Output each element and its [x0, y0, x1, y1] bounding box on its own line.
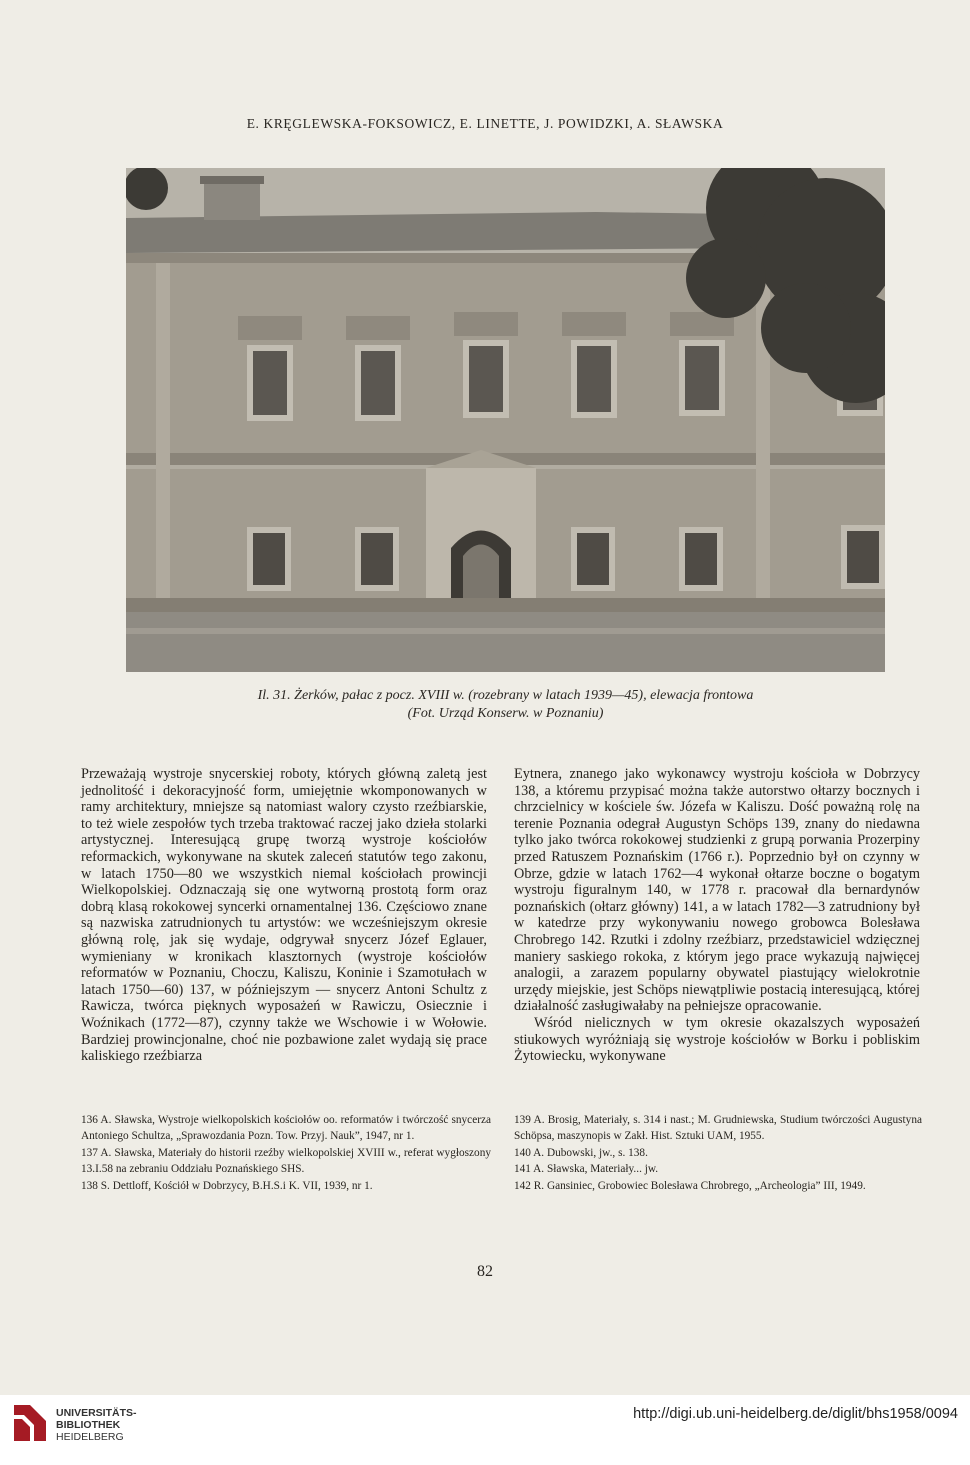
footnote-140: 140 A. Dubowski, jw., s. 138. — [514, 1146, 648, 1159]
source-url-link[interactable]: http://digi.ub.uni-heidelberg.de/diglit/bhs1958/0094 — [633, 1406, 958, 1422]
left-paragraph: Przeważają wystroje snycerskiej roboty, których główną zaletą jest jednolitość i dekoracyjność form, umiejętnie wkomponowanych w ramy architektury, mniejsze są natomiast walory czysto rzeźbiarskie, to też wiele zespołów tych trzeba traktować raczej jako dzieła stolarki artystycznej. Interesującą grupę tworzą wystroje kościołów reformackich, wykonywane na skutek zaleceń statutów tego zakonu, w latach 1750—80 we wszystkich niemal kościołach prowincji Wielkopolskiej. Odznaczają się one wytworną prostotą form oraz dobrą klasą rokokowej syncerki ornamentalnej 136. Częściowo znane są nazwiska zatrudnionych tu artystów: we wcześniejszym okresie główną rolę, jak się wydaje, odgrywał snycerz Józef Eglauer, wymieniany w kronikach klasztornych (wystroje kościołów reformatów w Poznaniu, Choczu, Kaliszu, Koninie i Szamotułach w latach 1750—60) 137, w późniejszym — snycerz Antoni Schultz z Rawicza, twórca pięknych wyposażeń w Rawiczu, Osiecznie i Woźnikach (1772—87), czynny także we Wschowie i w Wołowie. Bardziej prowincjonalne, choć nie pozbawione zalet wydają się prace kaliskiego rzeźbiarza — [81, 766, 487, 1065]
right-paragraph-1: Eytnera, znanego jako wykonawcy wystroju kościoła w Dobrzycy 138, a któremu przypisać można także autorstwo ołtarzy bocznych i chrzcielnicy w kościele św. Józefa w Kaliszu. Dość poważną rolę na terenie Poznania odegrał Augustyn Schöps 139, znany do niedawna tylko jako twórca rokokowej studzienki z grupą porwania Prozerpiny przed Ratuszem Poznańskim (1766 r.). Poprzednio był on czynny w Obrze, gdzie w latach 1762—4 wykonał ołtarze boczne o bogatym wystroju figuralnym 140, w 1778 r. pracował dla bernardynów poznańskich (ołtarz główny) 141, a w latach 1782—3 zatrudniony był w katedrze przy wykonywaniu nowego grobowca Bolesława Chrobrego 142. Rzutki i zdolny rzeźbiarz, przedstawiciel wdzięcznej maniery saskiego rokoka, z którym jego prace wykazują najwięcej analogii, a zarazem popularny obywatel piastujący wielokrotnie urzędy miejskie, jest Schöps niewątpliwie postacią interesującą, której działalność zasługiwałaby na pełniejsze opracowanie. — [514, 766, 920, 1015]
footnote-136: 136 A. Sławska, Wystroje wielkopolskich kościołów oo. reformatów i twórczość snycerza Antoniego Schultza, „Sprawozdania Pozn. Tow. Przyj. Nauk”, 1947, nr 1. — [81, 1114, 491, 1143]
footnotes-left — [81, 1112, 491, 1194]
footnote-139: 139 A. Brosig, Materiały, s. 314 i nast.; M. Grudniewska, Studium twórczości Augustyna Schöpsa, maszynopis w Zakł. Hist. Sztuki UAM, 1955. — [514, 1114, 922, 1143]
footnote-138: 138 S. Dettloff, Kościół w Dobrzycy, B.H.S.i K. VII, 1939, nr 1. — [81, 1179, 373, 1192]
library-name — [56, 1407, 137, 1443]
footnotes-right — [514, 1112, 922, 1194]
building-photo — [126, 168, 885, 672]
right-paragraph-2: Wśród nielicznych w tym okresie okazalszych wyposażeń stiukowych wyróżniają się wystroje kościołów w Borku i pobliskim Żytowiecku, wykonywane — [514, 1014, 920, 1065]
footnote-141: 141 A. Sławska, Materiały... jw. — [514, 1163, 659, 1176]
library-line-2: BIBLIOTHEK — [56, 1419, 121, 1431]
library-line-1: UNIVERSITÄTS- — [56, 1407, 137, 1419]
library-line-3: HEIDELBERG — [56, 1431, 124, 1443]
footer-bar — [0, 1395, 970, 1465]
figure-credit: (Fot. Urząd Konserw. w Poznaniu) — [407, 706, 604, 721]
running-header: E. KRĘGLEWSKA-FOKSOWICZ, E. LINETTE, J. POWIDZKI, A. SŁAWSKA — [246, 116, 724, 131]
footnote-142: 142 R. Gansiniec, Grobowiec Bolesława Chrobrego, „Archeologia” III, 1949. — [514, 1179, 866, 1192]
right-text-column — [514, 766, 920, 1065]
ub-heidelberg-logo-icon — [10, 1401, 50, 1445]
figure-caption: Il. 31. Żerków, pałac z pocz. XVIII w. (rozebrany w latach 1939—45), elewacja frontowa — [257, 688, 754, 703]
footnote-137: 137 A. Sławska, Materiały do historii rzeźby wielkopolskiej XVIII w., referat wygłoszony 13.I.58 na zebraniu Oddziału Poznańskiego SHS. — [81, 1146, 491, 1176]
page-number: 82 — [477, 1263, 493, 1280]
left-text-column — [81, 766, 487, 1065]
